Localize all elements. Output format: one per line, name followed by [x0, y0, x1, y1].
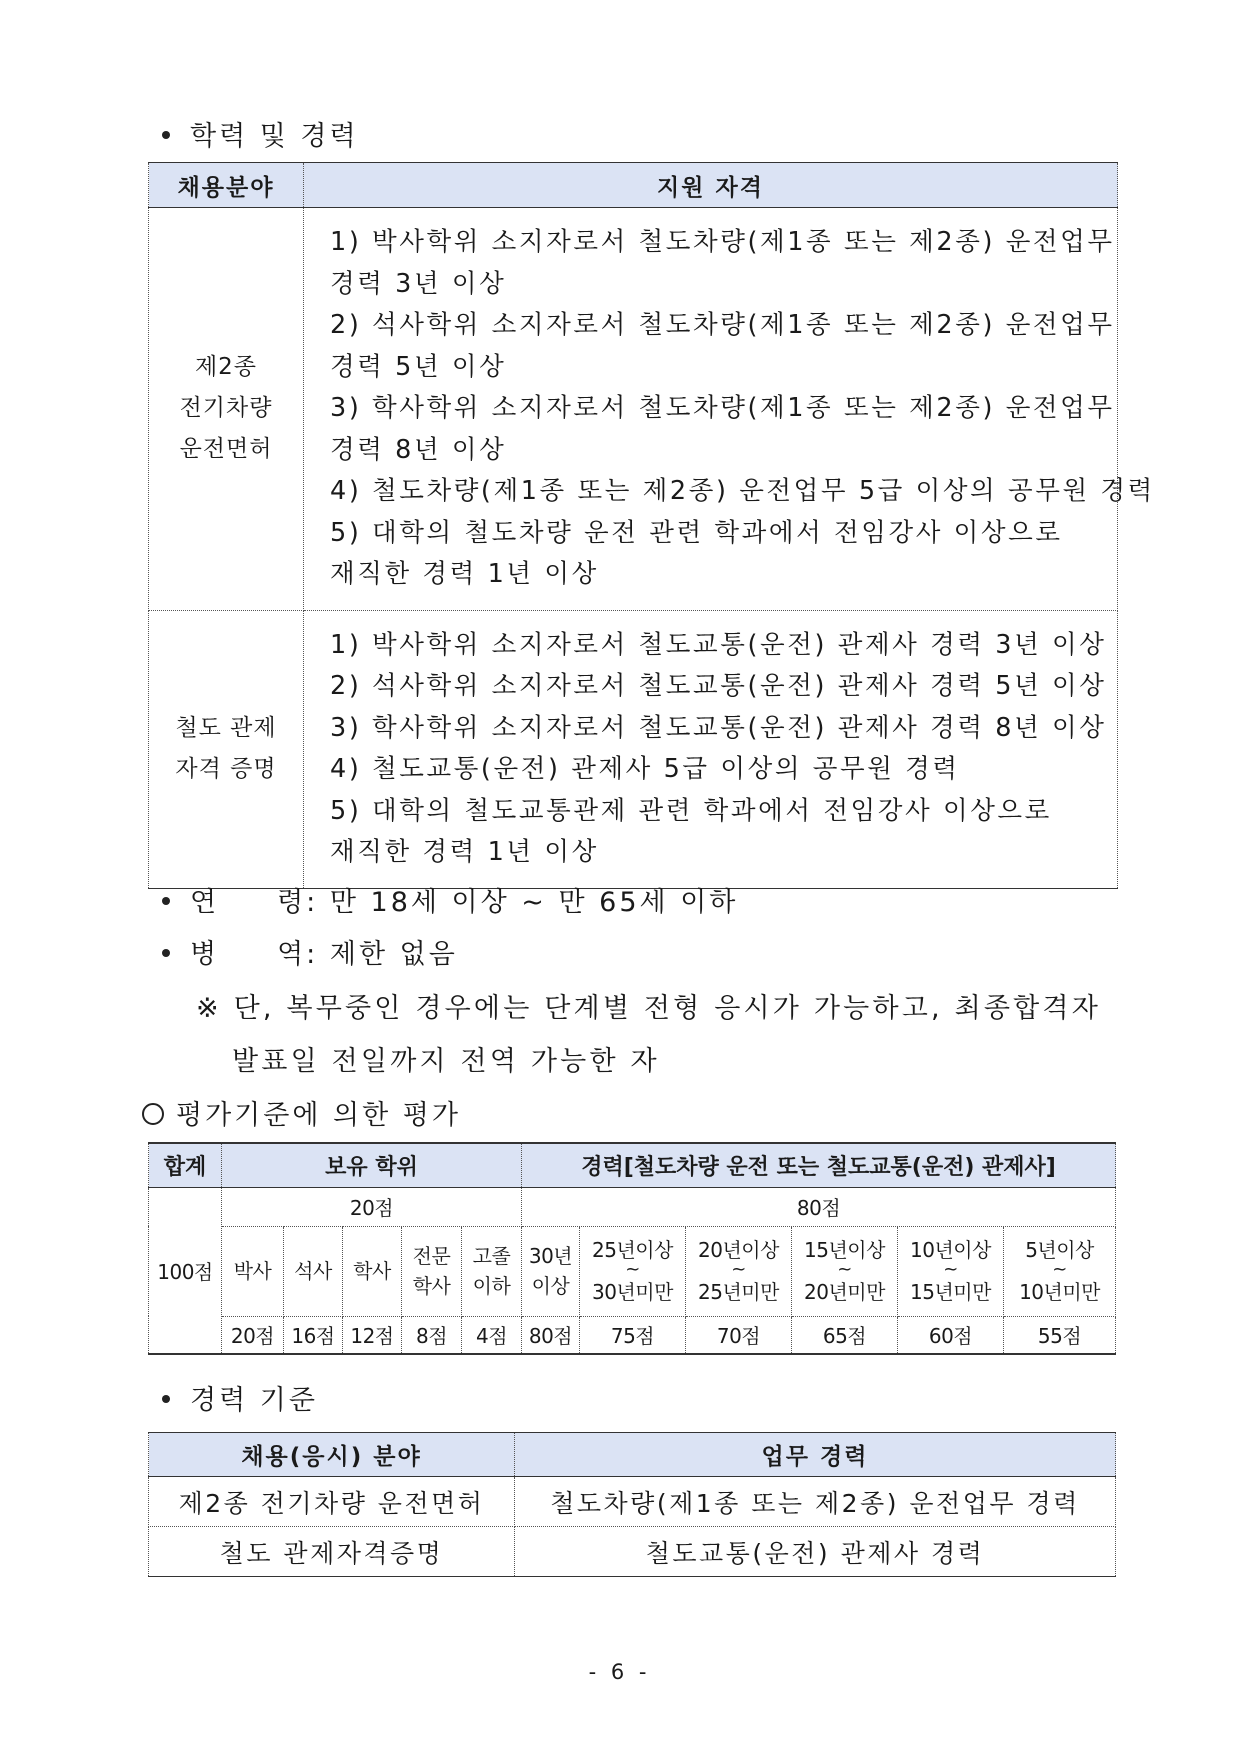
header-career: 업무 경력	[515, 1433, 1116, 1477]
career-level	[898, 1226, 1004, 1316]
military-note-line1: ※ 단, 복무중인 경우에는 단계별 전형 응시가 가능하고, 최종합격자	[196, 993, 1101, 1024]
item-text: 박사학위 소지자로서 철도차량(제1종 또는 제2종) 운전업무	[372, 227, 1115, 257]
circle-bullet-icon	[142, 1103, 164, 1125]
field-line: 전기차량	[179, 395, 273, 422]
score-points-row	[149, 1316, 1116, 1354]
item-number: 4)	[330, 476, 362, 506]
item-text: 석사학위 소지자로서 철도교통(운전) 관제사 경력 5년 이상	[372, 671, 1107, 701]
career-level-bottom: 20년미만	[804, 1280, 885, 1304]
section-education-heading	[162, 114, 359, 153]
requirements-cell	[304, 208, 1155, 611]
age-value: 만 18세 이상 ~ 만 65세 이하	[329, 887, 739, 918]
career-criteria-label: 경력 기준	[190, 1385, 318, 1416]
degree-points: 8점	[402, 1316, 462, 1354]
header-field: 채용분야	[149, 163, 304, 208]
career-points: 55점	[1004, 1316, 1116, 1354]
career-level-bottom: 15년미만	[910, 1280, 991, 1304]
item-number: 3)	[330, 712, 362, 743]
requirement-item	[330, 222, 1117, 264]
requirement-item-continued: 경력 8년 이상	[330, 434, 507, 465]
evaluation-heading	[142, 1093, 461, 1132]
degree-points: 20점	[222, 1316, 284, 1354]
career-level	[792, 1226, 898, 1316]
score-header-row	[149, 1143, 1116, 1187]
field-cell	[149, 208, 304, 611]
career-field: 철도 관제자격증명	[149, 1527, 515, 1577]
header-qualification: 지원 자격	[304, 163, 1118, 208]
career-row	[149, 1527, 1116, 1577]
requirements-cell	[304, 610, 1118, 888]
requirement-item	[330, 791, 1117, 833]
requirement-item	[330, 749, 1117, 791]
degree-level	[462, 1226, 522, 1316]
item-text: 철도차량(제1종 또는 제2종) 운전업무 5급 이상의 공무원 경력	[372, 476, 1155, 506]
item-number: 1)	[330, 227, 362, 257]
requirement-item-continued: 경력 3년 이상	[330, 268, 507, 299]
requirement-item-continued: 재직한 경력 1년 이상	[330, 559, 599, 589]
requirement-item	[330, 708, 1117, 750]
career-max: 80점	[522, 1187, 1116, 1226]
career-criteria-heading	[162, 1378, 318, 1417]
section-education-label: 학력 및 경력	[190, 121, 359, 152]
degree-level-line: 전문	[412, 1244, 451, 1268]
qualification-row	[149, 208, 1118, 611]
bullet-icon	[162, 1395, 170, 1403]
career-level-top: 20년이상	[698, 1238, 779, 1262]
career-requirement: 철도차량(제1종 또는 제2종) 운전업무 경력	[515, 1477, 1116, 1527]
degree-points: 12점	[343, 1316, 402, 1354]
item-text: 학사학위 소지자로서 철도차량(제1종 또는 제2종) 운전업무	[372, 393, 1115, 423]
career-level-top: 25년이상	[592, 1238, 673, 1262]
item-number: 2)	[330, 310, 362, 340]
item-text: 학사학위 소지자로서 철도교통(운전) 관제사 경력 8년 이상	[372, 712, 1107, 743]
item-text: 대학의 철도교통관제 관련 학과에서 전임강사 이상으로	[372, 795, 1052, 826]
page-number: - 6 -	[588, 1660, 651, 1684]
requirement-item	[330, 388, 1117, 430]
bullet-icon	[162, 897, 170, 905]
career-row	[149, 1477, 1116, 1527]
score-table	[148, 1142, 1116, 1355]
score-max-row	[149, 1187, 1116, 1226]
career-table	[148, 1432, 1116, 1577]
career-level-bottom: 10년미만	[1019, 1280, 1100, 1304]
age-line	[162, 880, 738, 919]
bullet-icon	[162, 131, 170, 139]
career-level	[686, 1226, 792, 1316]
item-number: 5)	[330, 517, 362, 548]
career-level-bottom: 30년미만	[592, 1280, 673, 1304]
item-number: 1)	[330, 629, 362, 660]
qualification-header-row	[149, 163, 1118, 208]
career-points: 80점	[522, 1316, 580, 1354]
career-points: 75점	[580, 1316, 686, 1354]
tilde: ~	[943, 1259, 958, 1280]
item-text: 석사학위 소지자로서 철도차량(제1종 또는 제2종) 운전업무	[372, 310, 1115, 340]
field-cell	[149, 610, 304, 888]
degree-level: 학사	[343, 1226, 402, 1316]
item-text: 대학의 철도차량 운전 관련 학과에서 전임강사 이상으로	[372, 517, 1063, 548]
career-level-bottom: 25년미만	[698, 1280, 779, 1304]
career-level-top: 10년이상	[910, 1238, 991, 1262]
career-points: 70점	[686, 1316, 792, 1354]
military-label-suffix: 역:	[277, 939, 319, 970]
career-level-top: 30년	[528, 1244, 573, 1268]
tilde: ~	[837, 1259, 852, 1280]
degree-points: 4점	[462, 1316, 522, 1354]
item-number: 5)	[330, 795, 362, 826]
requirement-item	[330, 513, 1117, 555]
header-career: 경력[철도차량 운전 또는 철도교통(운전) 관제사]	[522, 1143, 1116, 1187]
item-number: 2)	[330, 671, 362, 701]
degree-level-line: 학사	[412, 1274, 451, 1298]
career-requirement: 철도교통(운전) 관제사 경력	[515, 1527, 1116, 1577]
requirement-item	[330, 666, 1117, 708]
header-degree: 보유 학위	[222, 1143, 522, 1187]
career-level-bottom: 이상	[531, 1274, 570, 1298]
military-value: 제한 없음	[329, 939, 458, 970]
degree-level	[402, 1226, 462, 1316]
field-line: 제2종	[194, 354, 258, 381]
career-header-row	[149, 1433, 1116, 1477]
degree-level-line: 고졸	[472, 1244, 511, 1268]
requirement-item	[330, 625, 1117, 667]
career-level	[1004, 1226, 1116, 1316]
age-label-suffix: 령:	[277, 887, 319, 918]
career-field: 제2종 전기차량 운전면허	[149, 1477, 515, 1527]
requirement-item	[330, 305, 1117, 347]
requirement-item-continued: 경력 5년 이상	[330, 351, 507, 382]
header-field: 채용(응시) 분야	[149, 1433, 515, 1477]
career-points: 65점	[792, 1316, 898, 1354]
career-points: 60점	[898, 1316, 1004, 1354]
item-text: 철도교통(운전) 관제사 5급 이상의 공무원 경력	[372, 754, 960, 784]
military-label: 병	[190, 939, 220, 970]
career-level	[522, 1226, 580, 1316]
item-number: 4)	[330, 754, 362, 784]
total-value: 100점	[149, 1187, 222, 1354]
requirement-item-continued: 재직한 경력 1년 이상	[330, 837, 599, 867]
career-level-top: 5년이상	[1025, 1238, 1094, 1262]
field-line: 운전면허	[179, 436, 273, 463]
tilde: ~	[1052, 1259, 1067, 1280]
degree-level: 박사	[222, 1226, 284, 1316]
career-level	[580, 1226, 686, 1316]
age-label: 연	[190, 887, 220, 918]
score-level-row	[149, 1226, 1116, 1316]
field-line: 철도 관제	[175, 715, 277, 741]
header-total: 합계	[149, 1143, 222, 1187]
military-note-line2: 발표일 전일까지 전역 가능한 자	[232, 1046, 660, 1077]
item-text: 박사학위 소지자로서 철도교통(운전) 관제사 경력 3년 이상	[372, 629, 1107, 660]
bullet-icon	[162, 949, 170, 957]
degree-level: 석사	[284, 1226, 343, 1316]
tilde: ~	[731, 1259, 746, 1280]
requirement-item	[330, 471, 1155, 513]
career-level-top: 15년이상	[804, 1238, 885, 1262]
qualification-row	[149, 610, 1118, 888]
degree-points: 16점	[284, 1316, 343, 1354]
evaluation-label: 평가기준에 의한 평가	[176, 1100, 461, 1131]
degree-level-line: 이하	[472, 1274, 511, 1298]
degree-max: 20점	[222, 1187, 522, 1226]
qualification-table	[148, 162, 1155, 889]
tilde: ~	[625, 1259, 640, 1280]
item-number: 3)	[330, 393, 362, 423]
military-line	[162, 932, 458, 971]
field-line: 자격 증명	[175, 756, 277, 782]
